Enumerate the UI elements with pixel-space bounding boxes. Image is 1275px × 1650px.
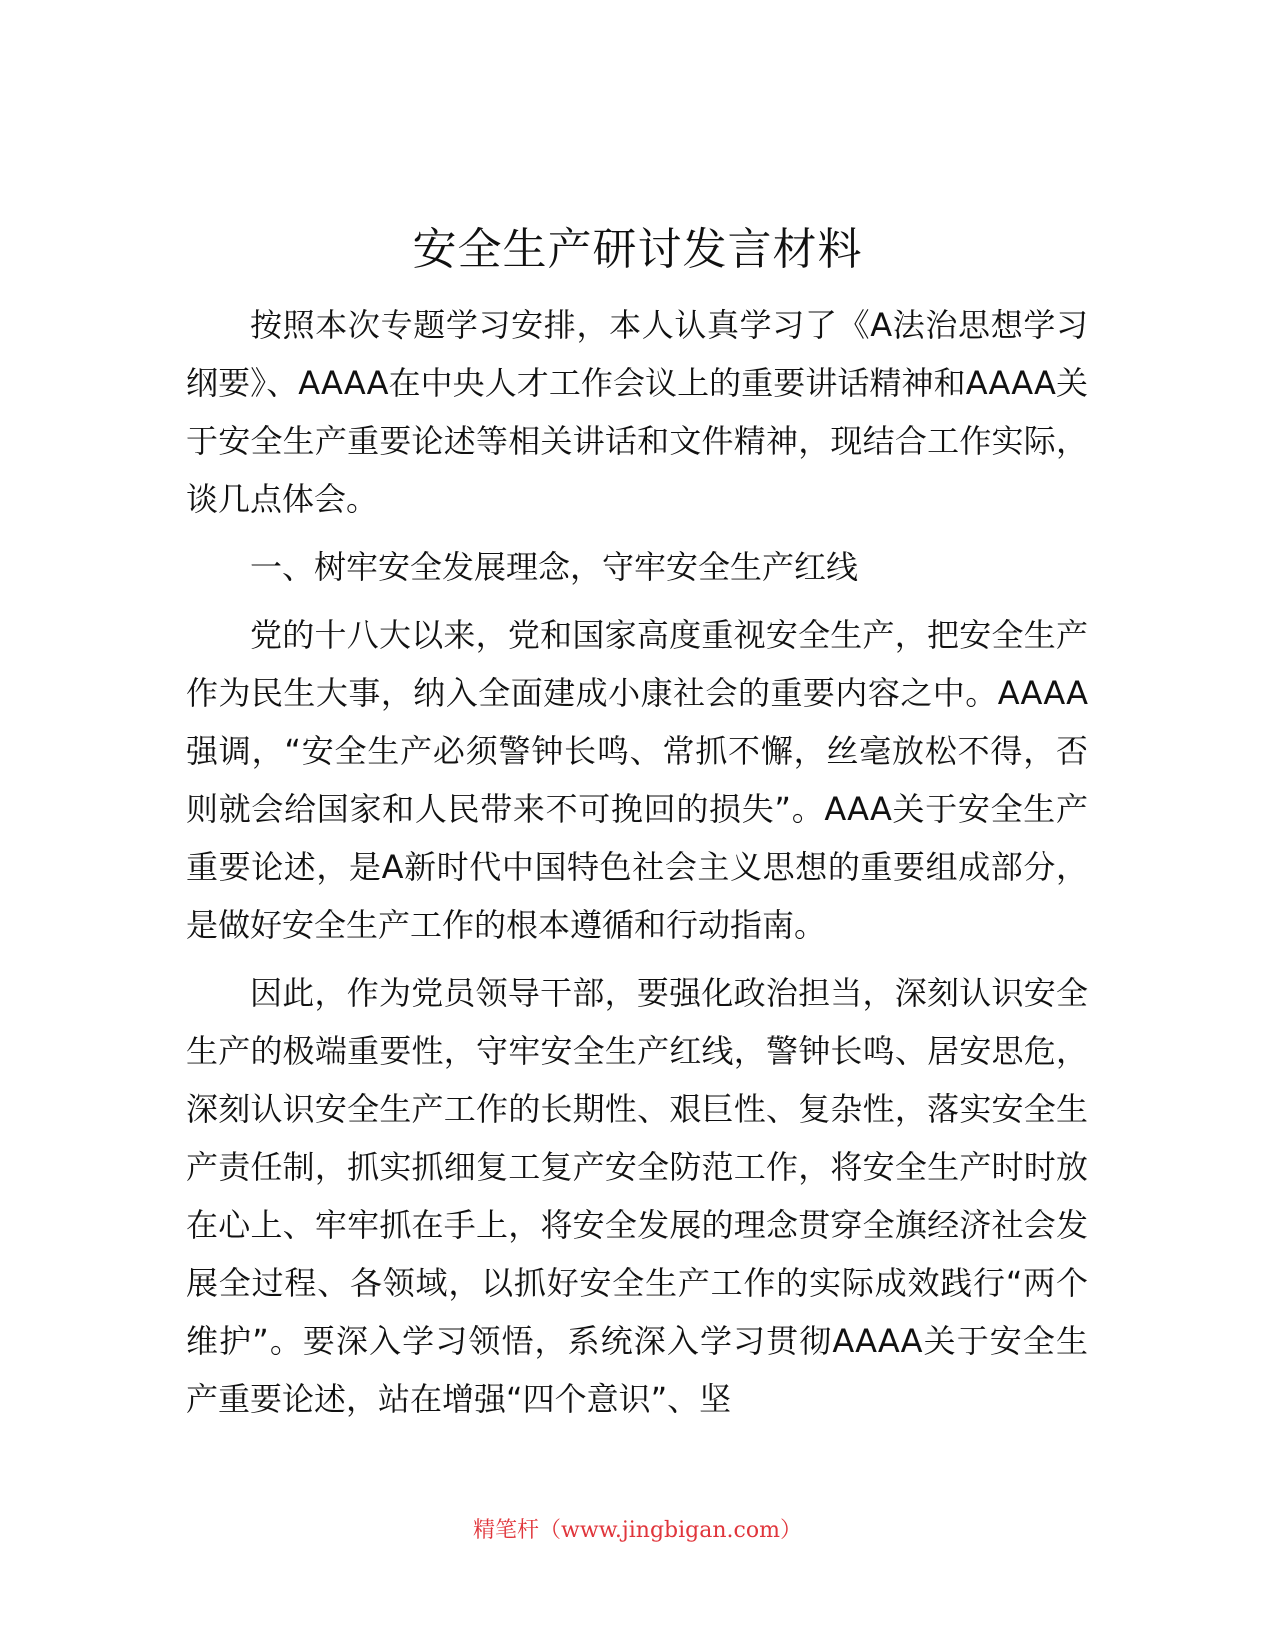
paragraph-responsibility: 因此，作为党员领导干部，要强化政治担当，深刻认识安全生产的极端重要性，守牢安全生产红线，警钟长鸣、居安思危，深刻认识安全生产工作的长期性、艰巨性、复杂性，落实安全生产责任制，抓实抓细复工复产安全防范工作，将安全生产时时放在心上、牢牢抓在手上，将安全发展的理念贯穿全旗经济社会发展全过程、各领域，以抓好安全生产工作的实际成效践行“两个维护”。要深入学习领悟，系统深入学习贯彻AAAA关于安全生产重要论述，站在增强“四个意识”、坚 [186,974,1088,1418]
document-body [186,296,1088,1428]
footer-watermark: 精笔杆（www.jingbigan.com） [473,1518,802,1543]
document-title: 安全生产研讨发言材料 [412,224,863,275]
section-heading-1: 一、树牢安全发展理念，守牢安全生产红线 [250,548,859,586]
paragraph-background: 党的十八大以来，党和国家高度重视安全生产，把安全生产作为民生大事，纳入全面建成小康社会的重要内容之中。AAAA强调，“安全生产必须警钟长鸣、常抓不懈，丝毫放松不得，否则就会给国家和人民带来不可挽回的损失”。AAA关于安全生产重要论述，是A新时代中国特色社会主义思想的重要组成部分，是做好安全生产工作的根本遵循和行动指南。 [186,616,1088,944]
paragraph-intro: 按照本次专题学习安排，本人认真学习了《A法治思想学习纲要》、AAAA在中央人才工作会议上的重要讲话精神和AAAA关于安全生产重要论述等相关讲话和文件精神，现结合工作实际，谈几点体会。 [186,306,1088,518]
